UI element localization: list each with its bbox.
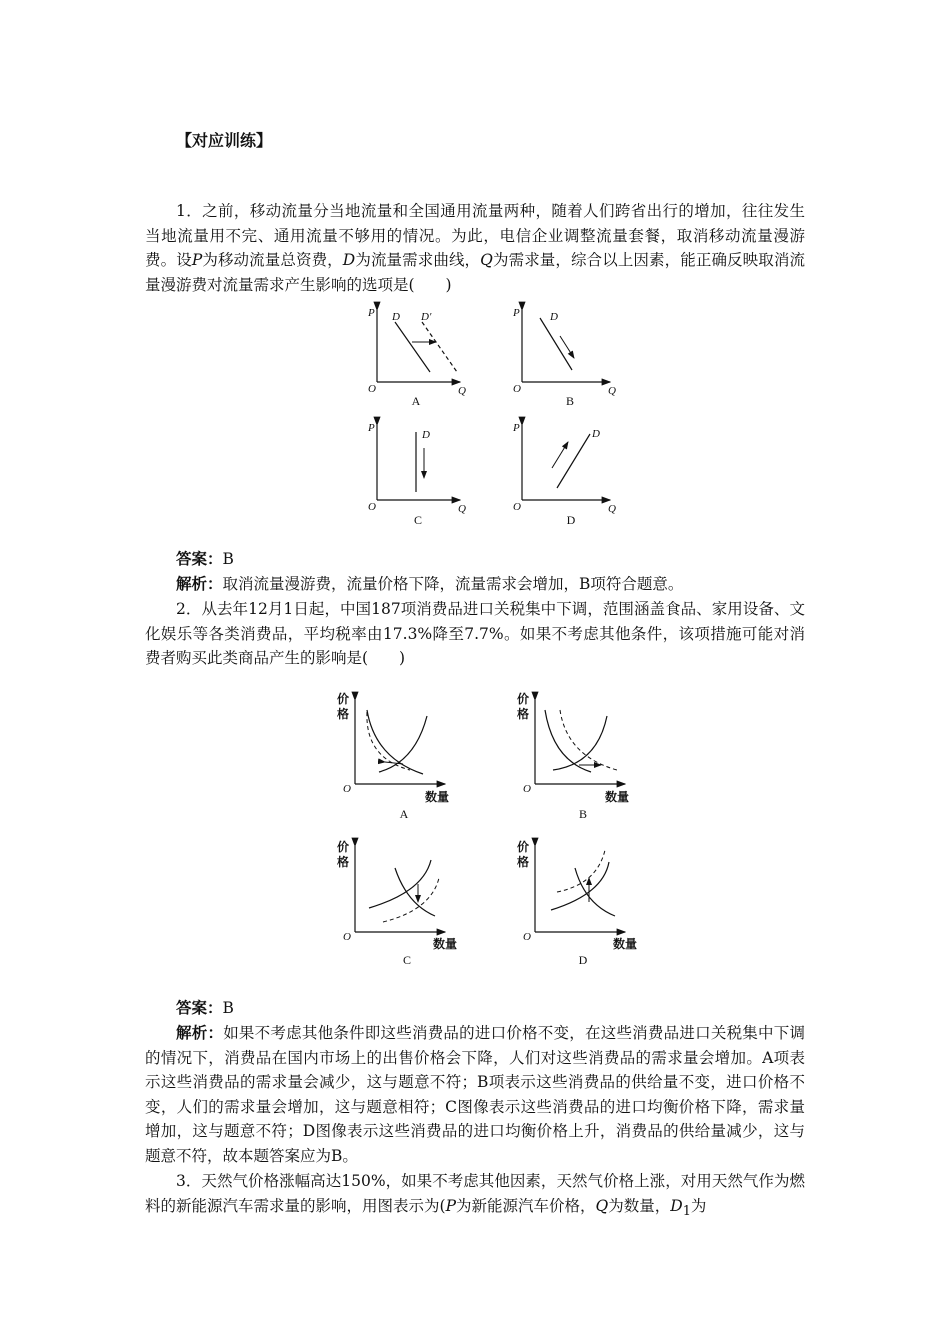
- q2b-shifted-demand-curve: [560, 710, 617, 770]
- q1d-demand-curve: [557, 434, 590, 488]
- q2d-supply-curve: [551, 862, 609, 910]
- q2a-shifted-demand-curve: [367, 712, 410, 770]
- q1a-q-label: Q: [458, 385, 466, 397]
- q1a-o-label: O: [368, 383, 376, 395]
- svg-text:Q: Q: [608, 503, 616, 515]
- q2-graph-b: [517, 691, 629, 821]
- svg-text:O: O: [523, 783, 531, 795]
- svg-text:O: O: [368, 501, 376, 513]
- q1a-shifted-demand-curve: [422, 322, 457, 372]
- svg-text:价: 价: [337, 840, 350, 854]
- q1a-d-prime-label: D′: [421, 311, 432, 323]
- q1-number: 1．: [176, 202, 203, 220]
- svg-text:Q: Q: [458, 503, 466, 515]
- q2-graph-a: [337, 691, 449, 821]
- q2b-demand-curve: [545, 710, 591, 772]
- q1d-movement-arrow: [552, 442, 568, 468]
- q2-option-c: C: [402, 953, 412, 967]
- q1-option-c: C: [413, 513, 423, 527]
- section-title: 【对应训练】: [176, 131, 273, 150]
- svg-text:O: O: [343, 783, 351, 795]
- svg-text:格: 格: [517, 707, 530, 721]
- svg-text:格: 格: [337, 855, 350, 869]
- svg-text:O: O: [513, 501, 521, 513]
- q2-analysis: 解析：如果不考虑其他条件即这些消费品的进口价格不变，在这些消费品进口关税集中下调的情况下，消费品在国内市场上的出售价格会下降，人们对这些消费品的需求量会增加。A项表示这些消费品的需求量会减少，这与题意不符；B项表示这些消费品的供给量不变，进口价格不变，人们的需求量会增加，这与题意相符；C图像表示这些消费品的进口均衡价格下降，需求量增加，这与题意不符；D图像表示这些消费品的进口均衡价格上升，消费品的供给量减少，这与题意不符，故本题答案应为B。: [145, 1023, 805, 1165]
- svg-text:P: P: [513, 307, 520, 319]
- q1-option-b: B: [565, 394, 575, 408]
- q1-graph-a: [367, 307, 466, 408]
- q2-figure: [335, 688, 650, 970]
- svg-text:D: D: [550, 311, 558, 323]
- svg-text:Q: Q: [608, 385, 616, 397]
- question-1-text: 1．之前，移动流量分当地流量和全国通用流量两种，随着人们跨省出行的增加，往往发生当地流量用不完、通用流量不够用的情况。为此，电信企业调整流量套餐，取消移动流量漫游费。设P为移动流量总资费，D为流量需求曲线，Q为需求量，综合以上因素，能正确反映取消流量漫游费对流量需求产生影响的选项是( ): [145, 202, 805, 294]
- q1-graph-d: [512, 422, 616, 527]
- q1-answer: 答案：B: [176, 549, 234, 568]
- q2-graph-c: [337, 839, 457, 967]
- q2c-supply-curve: [369, 860, 431, 908]
- svg-text:价: 价: [517, 840, 530, 854]
- svg-text:格: 格: [337, 707, 350, 721]
- svg-text:数量: 数量: [613, 937, 638, 951]
- q2-option-a: A: [399, 807, 409, 821]
- q1a-p-label: P: [368, 307, 375, 319]
- q1-graph-b: [512, 307, 616, 408]
- svg-text:D: D: [422, 429, 430, 441]
- svg-text:O: O: [523, 931, 531, 943]
- q1b-demand-curve: [540, 318, 572, 370]
- svg-text:P: P: [513, 422, 520, 434]
- question-3-text: 3．天然气价格涨幅高达150%，如果不考虑其他因素，天然气价格上涨，对用天然气作为燃料的新能源汽车需求量的影响，用图表示为(P为新能源汽车价格，Q为数量，$D_1$为: [145, 1172, 805, 1219]
- svg-text:P: P: [368, 422, 375, 434]
- svg-text:O: O: [343, 931, 351, 943]
- svg-text:D: D: [592, 428, 600, 440]
- q1-option-a: A: [411, 394, 421, 408]
- svg-text:O: O: [513, 383, 521, 395]
- q2-option-b: B: [578, 807, 588, 821]
- svg-text:价: 价: [337, 692, 350, 706]
- q1-option-d: D: [566, 513, 576, 527]
- svg-text:价: 价: [517, 692, 530, 706]
- svg-text:数量: 数量: [433, 937, 458, 951]
- q2-graph-d: [517, 839, 637, 967]
- q2b-supply-curve: [553, 716, 607, 770]
- q2-answer: 答案：B: [176, 998, 234, 1017]
- svg-text:格: 格: [517, 855, 530, 869]
- q2-option-d: D: [578, 953, 588, 967]
- q1a-demand-curve: [395, 322, 430, 372]
- q2d-shifted-supply-curve: [557, 850, 605, 892]
- q1a-d-label: D: [392, 311, 400, 323]
- q2d-demand-curve: [575, 868, 615, 916]
- q1-figure: [360, 300, 630, 535]
- q2c-demand-curve: [395, 868, 435, 916]
- svg-text:数量: 数量: [425, 790, 450, 804]
- q1-graph-c: [367, 422, 466, 527]
- question-2-text: 2．从去年12月1日起，中国187项消费品进口关税集中下调，范围涵盖食品、家用设备、文化娱乐等各类消费品，平均税率由17.3%降至7.7%。如果不考虑其他条件，该项措施可能对消费者购买此类商品产生的影响是( ): [145, 600, 805, 667]
- svg-text:数量: 数量: [605, 790, 630, 804]
- q1-analysis: 解析：取消流量漫游费，流量价格下降，流量需求会增加，B项符合题意。: [176, 574, 684, 593]
